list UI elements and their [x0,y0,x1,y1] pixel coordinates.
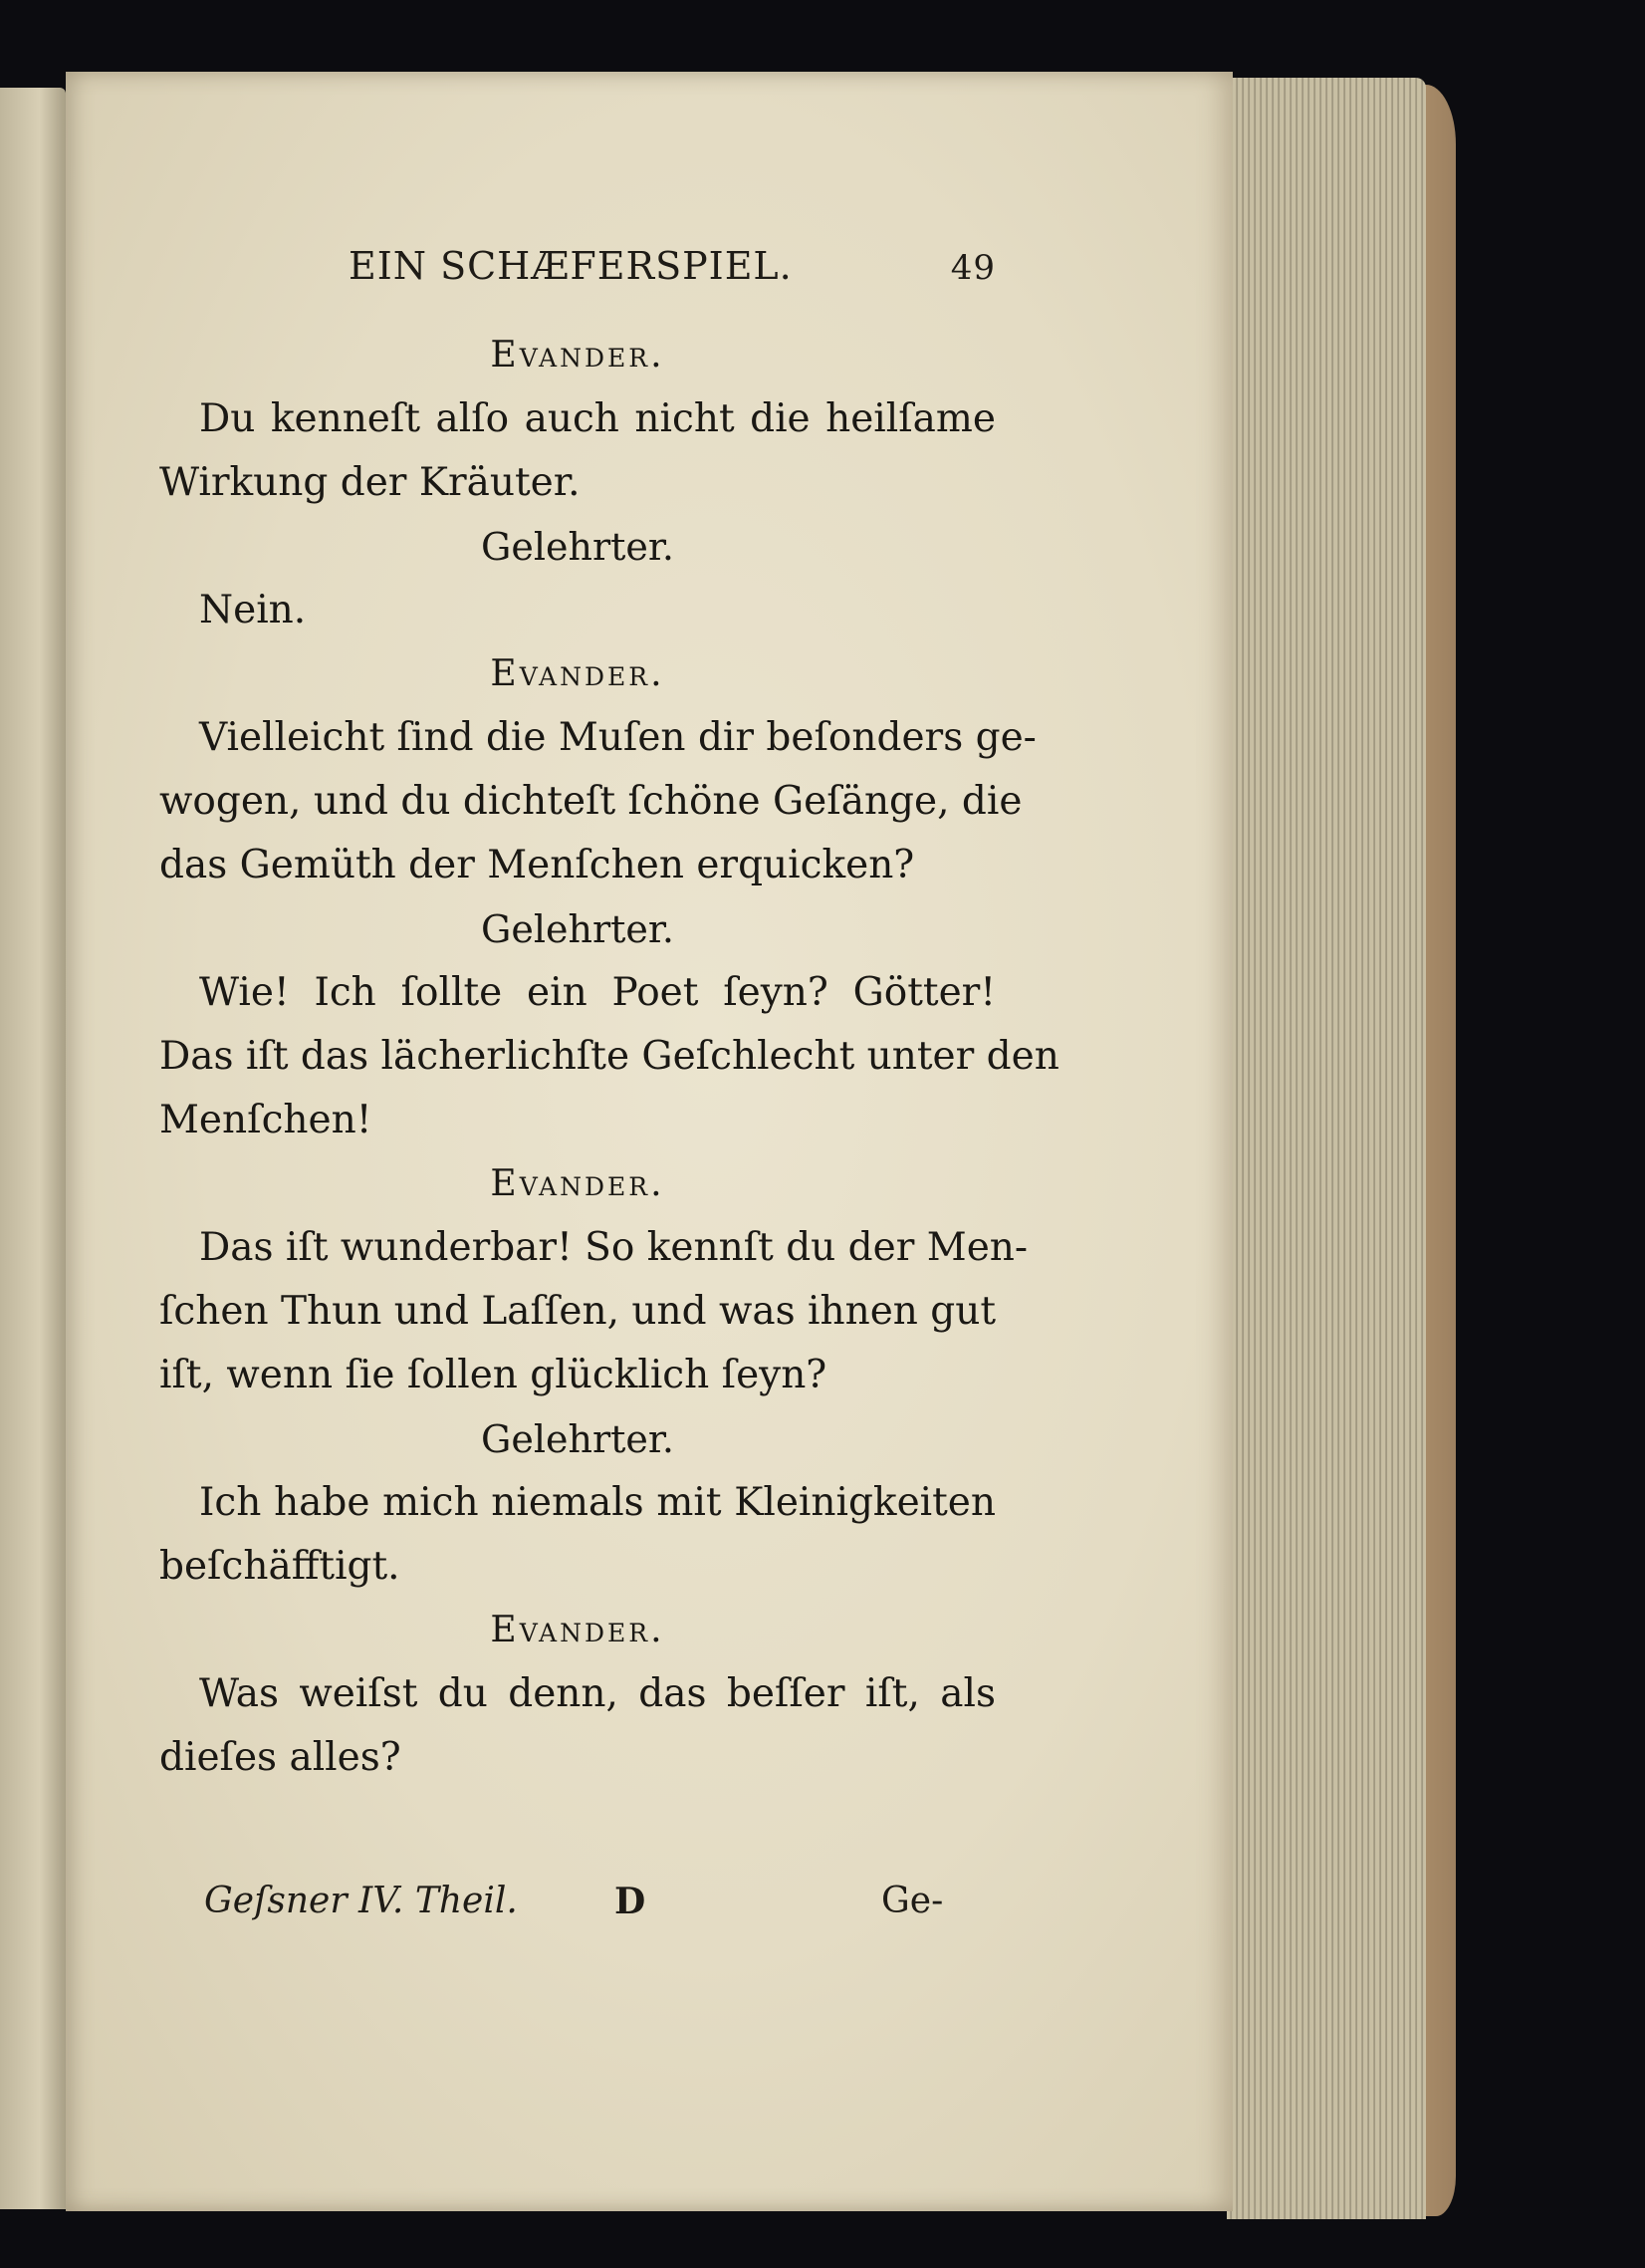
sheet-mark: D [614,1881,646,1922]
text-line: Wirkung der Kräuter. [159,460,581,505]
text-line: beſchäfftigt. [159,1544,400,1589]
text-line: dieſes alles? [159,1735,401,1780]
text-line: ſchen Thun und Laſſen, und was ihnen gut [159,1289,997,1334]
speaker-heading: Evander. [490,653,665,694]
text-line: Vielleicht ſind die Muſen dir beſonders ge- [199,715,1037,760]
page-footer [204,1881,991,1940]
speech-paragraph [159,579,996,642]
page-body [159,324,1059,1790]
speaker-heading: Evander. [490,1610,665,1650]
page-stack-edges [1227,78,1426,2219]
facing-page-edge [0,88,66,2209]
text-line: Ich habe mich niemals mit Kleinigkeiten [199,1480,996,1525]
speaker-heading: Evander. [490,1163,665,1204]
speaker-heading: Gelehrter. [481,907,674,951]
catchword: Ge- [881,1881,944,1921]
speech-paragraph [159,387,996,515]
speaker-heading: Gelehrter. [481,525,674,569]
speech-paragraph [159,1471,996,1599]
text-line: Wie! Ich ſollte ein Poet ſeyn? Götter! [199,970,996,1015]
speech-paragraph [159,961,1059,1152]
running-head: EIN SCHÆFERSPIEL. [349,244,793,288]
text-line: iſt, wenn ſie ſollen glücklich ſeyn? [159,1353,827,1397]
text-line: Menſchen! [159,1098,372,1142]
text-line: das Gemüth der Menſchen erquicken? [159,843,915,887]
page-number: 49 [950,248,996,288]
signature-line: Geſsner IV. Theil. [204,1881,518,1921]
speech-paragraph [159,706,1037,897]
text-line: Du kenneſt alſo auch nicht die heilſame [199,396,996,441]
speech-paragraph [159,1216,1029,1407]
speaker-heading: Evander. [490,335,665,376]
text-line: Das iſt wunderbar! So kennſt du der Men- [199,1225,1029,1270]
text-line: Das iſt das lächerlichſte Geſchlecht unter den [159,1034,1059,1079]
page-header [349,244,996,294]
speech-paragraph [159,1662,996,1790]
text-line: Was weiſst du denn, das beſſer iſt, als [199,1671,996,1716]
text-line: wogen, und du dichteſt ſchöne Geſänge, die [159,779,1023,824]
speaker-heading: Gelehrter. [481,1417,674,1461]
text-line: Nein. [199,588,307,632]
